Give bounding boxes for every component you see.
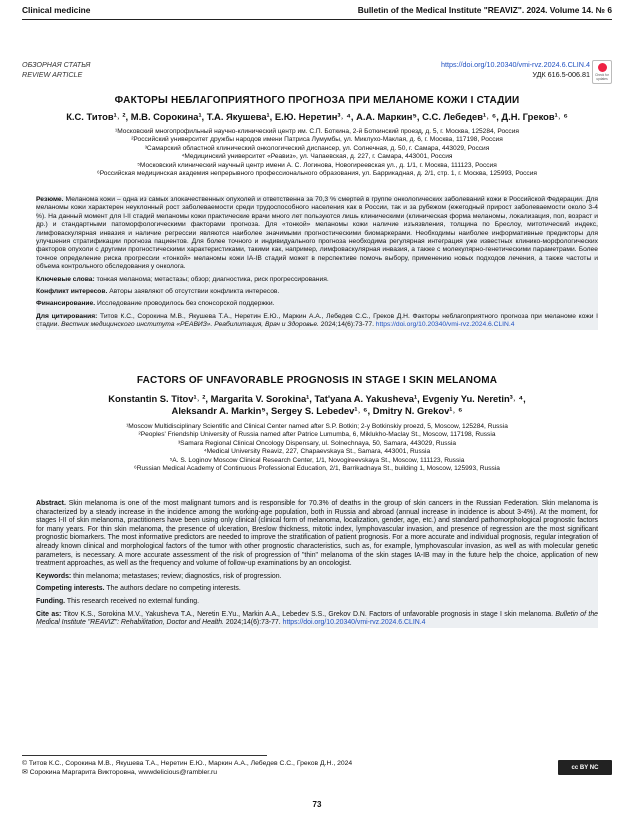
journal-issue: Bulletin of the Medical Institute "REAVIZ". 2024. Volume 14. № 6 — [357, 5, 612, 15]
corresponding-author: ✉ Сорокина Маргарита Викторовна, wwwdelicious@rambler.ru — [22, 768, 218, 776]
affiliations-ru: ¹Московский многопрофильный научно-клинический центр им. С.П. Боткина, 2-й Боткинский проезд, д. 5, г. Москва, 125284, Россия ²Российский университет дружбы народов имени Патриса Лумумбы, ул. Миклухо-Маклая, д. 6, г. Москва, 117198, Россия ³Самарский областной клинический онкологический диспансер, ул. Солнечная, д. 50, г. Самара, 443029, Россия ⁴Медицинский университет «Реавиз», ул. Чапаевская, д. 227, г. Самара, 443001, Россия ⁵Московский клинический научный центр имени А. С. Логинова, Новогиреевская ул., д. 1/1, г. Москва, 111123, Россия ⁶Российская медицинская академия непрерывного профессионального образования, ул. Баррикадная, д. 2/1, стр. 1, г. Москва, 125993, Россия — [96, 128, 537, 178]
citation-doi-link-ru[interactable]: https://doi.org/10.20340/vmi-rvz.2024.6.CLIN.4 — [375, 321, 515, 329]
title-ru: ФАКТОРЫ НЕБЛАГОПРИЯТНОГО ПРОГНОЗА ПРИ МЕЛАНОМЕ КОЖИ I СТАДИИ — [114, 95, 520, 106]
abstract-ru: Резюме. Меланома кожи – одна из самых злокачественных опухолей и ответственна за 70,3 % смертей в группе онкологических заболеваний кожи в Российской Федерации. Для меланомы кожи характерен неуклонный рост заболеваемости среди трудоспособного населения как в России, так и за рубежом (ежегодный прирост заболеваемости около 3-4 %). На данный момент для I-II стадий меланомы кожи практические врачи много лет пользуются лишь клиническими (клиническая форма меланомы, локализация, пол, возраст и др.) и стандартными патоморфологическими факторами прогноза. Для «тонкой» меланомы кожи наличие изъязвления, толщина по Бреслоу, митотический индекс, лимфоваскулярная инвазия и наличие регрессии являются наиболее значимыми прогностическими биомаркерами. Необходимы наиболее информативные предикторы для улучшения стратификации прогноза пациентов. Для более точного и индивидуального прогноза необходима регулярная интеграция уже известных клинико-морфологических факторов опухоли с другими прогностическими характеристиками, такими как, например, лимфоваскулярная инвазия, а также с молекулярно-генетическими параметрами. Более точное определение риска прогрессии «тонкой» меланомы кожи IA-IB стадий может в перспективе помочь выбору, применению новых подходов лечения, а также частоты и объема контрольного обследования у онколога. — [36, 196, 599, 271]
citation-en: Cite as: Titov K.S., Sorokina M.V., Yakusheva T.A., Neretin E.Yu., Markin A.A., Lebedev S.S., Grekov D.N. Factors of unfavorable prognosis in stage I skin melanoma. Bulletin of the Medical Institute "REAVIZ": Rehabilitation, Doctor and Health. 2024;14(6):73-77. https://doi.org/10.20340/vmi-rvz.2024.6.CLIN.4 — [36, 610, 598, 627]
affiliations-en: ¹Moscow Multidisciplinary Scientific and Clinical Center named after S.P. Botkin; 2-y Botkinskiy proezd, 5, Moscow, 125284, Russia ²Peoples' Friendship University of Russia named after Patrice Lumumba, 6, Miklukho-Maclay St., Moscow, 117198, Russia ³Samara Regional Clinical Oncology Dispensary, ul. Solnechnaya, 50, Samara, 443029, Russia ⁴Medical University Reaviz, 227, Chapaevskaya St., Samara, 443001, Russia ⁵A. S. Loginov Moscow Clinical Research Center, 1/1, Novogireevskaya St., Moscow, 111123, Russia ⁶Russian Medical Academy of Continuous Professional Education, 2/1, Barrikadnaya St., building 1, Moscow, 125993, Russia — [126, 423, 508, 473]
header-divider — [22, 19, 612, 20]
citation-ru: Для цитирования: Титов К.С., Сорокина М.В., Якушева Т.А., Неретин Е.Ю., Маркин А.А., Лебедев С.С., Греков Д.Н. Факторы неблагоприятного прогноза при меланоме кожи I стадии. Вестник медицинского института «РЕАВИЗ». Реабилитация, Врач и Здоровье. 2024;14(6):73-77. https://doi.org/10.20340/vmi-rvz.2024.6.CLIN.4 — [36, 312, 598, 329]
title-en: FACTORS OF UNFAVORABLE PROGNOSIS IN STAGE I SKIN MELANOMA — [136, 375, 498, 386]
authors-en: Konstantin S. Titov¹˒ ², Margarita V. Sorokina¹, Tat'yana A. Yakusheva¹, Evgeniy Yu. Neretin³˒ ⁴, Aleksandr A. Markin⁵, Sergey S. Lebedev¹˒ ⁶, Dmitry N. Grekov¹˒ ⁶ — [108, 393, 526, 416]
keywords-ru: Ключевые слова: тонкая меланома; метастазы; обзор; диагностика, риск прогрессирования. — [36, 275, 329, 283]
udc: УДК 616.5-006.81 — [532, 69, 590, 79]
citation-doi-link-en[interactable]: https://doi.org/10.20340/vmi-rvz.2024.6.CLIN.4 — [282, 619, 426, 627]
funding-ru: Финансирование. Исследование проводилось без спонсорской поддержки. — [36, 300, 275, 308]
authors-ru: К.С. Титов¹˒ ², М.В. Сорокина¹, Т.А. Якушева¹, Е.Ю. Неретин³˒ ⁴, А.А. Маркин⁵, С.С. Лебедев¹˒ ⁶, Д.Н. Греков¹˒ ⁶ — [66, 111, 568, 122]
abstract-block-en — [36, 500, 598, 628]
abstract-block-ru — [36, 196, 598, 330]
conflict-en: Competing interests. The authors declare no competing interests. — [36, 585, 241, 593]
page-number: 73 — [312, 800, 322, 809]
doi-link[interactable]: https://doi.org/10.20340/vmi-rvz.2024.6.CLIN.4 — [440, 60, 590, 69]
article-doi-udc — [441, 60, 590, 79]
cc-license-icon[interactable]: cc BY NC — [558, 760, 612, 775]
crossmark-icon — [598, 63, 607, 72]
footnote — [22, 760, 352, 777]
conflict-ru: Конфликт интересов. Авторы заявляют об отсутствии конфликта интересов. — [36, 288, 280, 296]
section-label: Clinical medicine — [22, 5, 91, 15]
keywords-en: Keywords: thin melanoma; metastases; review; diagnostics, risk of progression. — [36, 572, 282, 580]
copyright: © Титов К.С., Сорокина М.В., Якушева Т.А., Неретин Е.Ю., Маркин А.А., Лебедев С.С., Греков Д.Н., 2024 — [22, 760, 353, 767]
abstract-en: Abstract. Skin melanoma is one of the most malignant tumors and is responsible for 70.3% of deaths in the group of skin cancers in the Russian Federation. Skin melanoma is characterized by a steady increase in the incidence among the working-age population, both in Russia and abroad (annual increase in incidence is about 3-4%). At the moment, for stages I-II of skin melanoma, practitioners have been using only clinical (clinical form of melanoma, localization, gender, age, etc.) and standard pathomorphological prognostic factors for many years. For thin skin melanoma, the presence of ulceration, Breslow thickness, mitotic index, lymphovascular invasion, and presence of regression are the most significant prognostic biomarkers. The most informative predictors are needed to improve the stratification of patient prognosis. For a more accurate and individual prognosis, regular integration of already known clinical and morphological factors of the tumor with other prognostic characteristics, such as, for example, lymphovascular invasion, as well as with molecular genetic parameters, is necessary. A more accurate assessment of the risk of progression of "thin" melanoma of the skin stages IA-IB may in the future help the choice, application of new treatment approaches, as well as the frequency and volume of follow-up examinations by an oncologist. — [36, 500, 598, 568]
funding-en: Funding. This research received no external funding. — [36, 597, 200, 605]
article-type: ОБЗОРНАЯ СТАТЬЯ REVIEW ARTICLE — [22, 60, 91, 79]
check-updates-badge[interactable]: Check for updates — [592, 60, 612, 84]
footnote-divider — [22, 755, 267, 756]
running-header — [0, 0, 634, 20]
